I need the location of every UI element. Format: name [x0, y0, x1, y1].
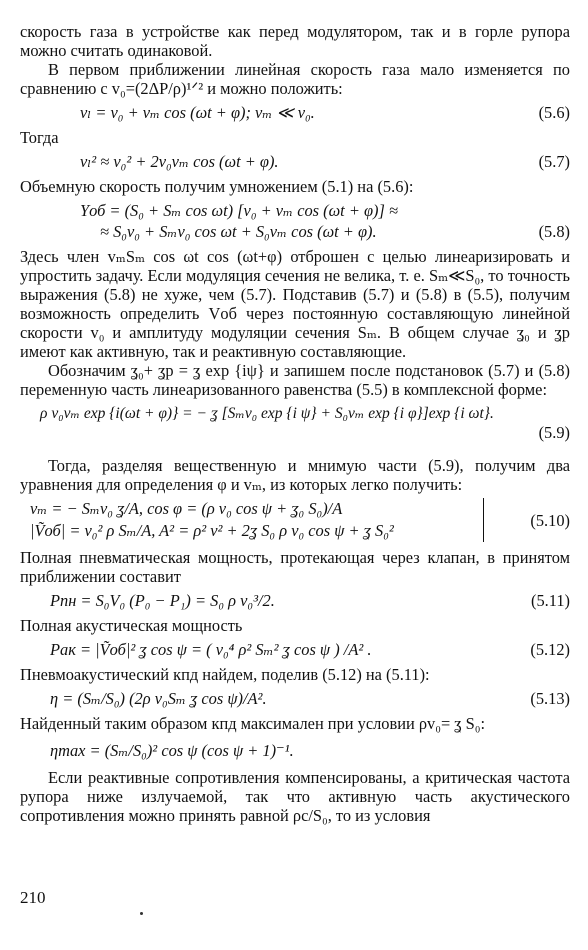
paragraph: Тогда, разделяя вещественную и мнимую части (5.9), получим два уравнения для определения φ и vₘ, из которых легко получить:: [20, 456, 570, 494]
paragraph: скорость газа в устройстве как перед модулятором, так и в горле рупора можно считать одинаковой.: [20, 22, 570, 60]
equation-body: Pпн = S₀V₀ (P₀ − P₁) = S₀ ρ v₀³/2.: [50, 591, 275, 610]
paragraph: Полная пневматическая мощность, протекающая через клапан, в принятом приближении составит: [20, 548, 570, 586]
equation-number: (5.9): [538, 423, 570, 442]
equation-body: ρ v₀vₘ exp {i(ωt + φ)} = − ʓ [Sₘv₀ exp {i ψ} + S₀vₘ exp {i φ}]exp {i ωt}.: [40, 405, 494, 422]
paragraph: Тогда: [20, 128, 59, 147]
equation-5-9: [20, 404, 570, 442]
paragraph: Пневмоакустический кпд найдем, поделив (5.12) на (5.11):: [20, 665, 430, 684]
page-number: 210: [20, 888, 46, 907]
equation-line: vₘ = − Sₘv₀ ʓ/A, cos φ = (ρ v₀ cos ψ + ʓ₀ S₀)/A: [30, 499, 343, 518]
equation-number: (5.8): [538, 222, 570, 241]
equation-number: (5.7): [538, 152, 570, 171]
equation-number: (5.10): [530, 510, 570, 530]
equation-line: |Ṽоб| = v₀² ρ Sₘ/A, A² = ρ² v² + 2ʓ S₀ ρ v₀ cos ψ + ʓ S₀²: [30, 521, 394, 540]
equation-5-11: [20, 591, 570, 610]
equation-body: η = (Sₘ/S₀) (2ρ v₀Sₘ ʓ cos ψ)/A².: [50, 689, 267, 708]
paragraph: Найденный таким образом кпд максимален при условии ρv₀= ʓ S₀:: [20, 714, 486, 733]
paragraph: Объемную скорость получим умножением (5.1) на (5.6):: [20, 177, 414, 196]
equation-body: vₗ = v₀ + vₘ cos (ωt + φ); vₘ ≪ v₀.: [80, 103, 315, 122]
equation-5-6: [20, 103, 570, 122]
equation-number: (5.11): [531, 591, 570, 610]
page-body: [20, 22, 570, 825]
equation-eta-max: [20, 741, 570, 760]
spacer: [20, 448, 570, 456]
equation-5-8-line1: [20, 201, 570, 220]
equation-5-7: [20, 152, 570, 171]
equation-body: vₗ² ≈ v₀² + 2v₀vₘ cos (ωt + φ).: [80, 152, 279, 171]
equation-body: ≈ S₀v₀ + Sₘv₀ cos ωt + S₀vₘ cos (ωt + φ).: [100, 222, 377, 241]
equation-5-8-line2: [20, 222, 570, 241]
paragraph: В первом приближении линейная скорость газа мало изменяется по сравнению с v₀=(2ΔP/ρ)¹ᐟ² и можно положить:: [20, 60, 570, 98]
equation-number: (5.6): [538, 103, 570, 122]
equation-5-12: [20, 640, 570, 659]
paragraph: Если реактивные сопротивления компенсированы, а критическая частота рупора ниже излучаемой, так что активную часть акустического сопротивления можно принять равной ρc/S₀, то из условия: [20, 768, 570, 825]
equation-number: (5.13): [530, 689, 570, 708]
paragraph: Обозначим ʓ₀+ ʓр = ʓ exp {iψ} и запишем после подстановок (5.7) и (5.8) переменную часть линеаризованного равенства (5.5) в комплексной форме:: [20, 361, 570, 399]
scan-speck: [140, 912, 143, 915]
equation-5-13: [20, 689, 570, 708]
paragraph: Здесь член vₘSₘ cos ωt cos (ωt+φ) отброшен с целью линеаризировать и упростить задачу. Если модуляция сечения не велика, т. е. Sₘ≪S₀, то точность выражения (5.8) не хуже, чем (5.7). Подставив (5.7) и (5.8) в (5.5), получим возможность определить Vоб через постоянную составляющую линейной скорости v₀ и амплитуду модуляции сечения Sₘ. В общем случае ʓ₀ и ʓр имеют как активную, так и реактивную составляющие.: [20, 247, 570, 361]
equation-body: Pак = |Ṽоб|² ʓ cos ψ = ( v₀⁴ ρ² Sₘ² ʓ cos ψ ) /A² .: [50, 640, 372, 659]
equation-number: (5.12): [530, 640, 570, 659]
equation-system: [20, 498, 484, 542]
paragraph: Полная акустическая мощность: [20, 616, 243, 635]
equation-body: ηmax = (Sₘ/S₀)² cos ψ (cos ψ + 1)⁻¹.: [50, 741, 294, 760]
equation-5-10: [20, 498, 570, 542]
equation-body: Yоб = (S₀ + Sₘ cos ωt) [v₀ + vₘ cos (ωt + φ)] ≈: [80, 201, 398, 220]
